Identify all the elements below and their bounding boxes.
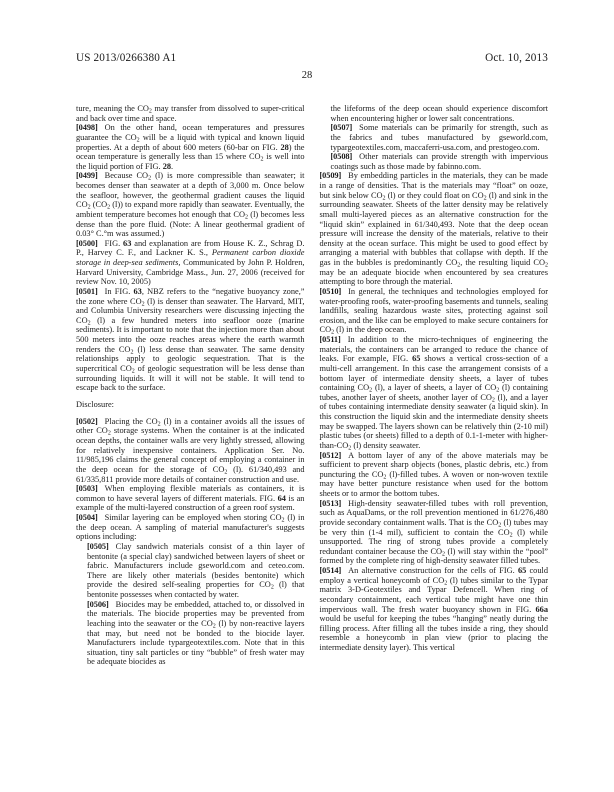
paragraph-number: [0509] [319, 171, 342, 181]
paragraph-0506 [87, 600, 305, 667]
paragraph-0499 [76, 171, 305, 238]
paragraph-number: [0514] [319, 566, 342, 575]
paragraph-number: [0507] [330, 123, 353, 133]
paragraph-number: [0513] [319, 498, 342, 508]
paragraph-number: [0504] [76, 513, 98, 522]
paragraph-text: Because $CO_2$ (l) is more compressible than seawater; it becomes denser than seawater at a depth of 3,000 m. Once below the seafloor, however, the geothermal gradient causes the liquid $CO_2$ ($CO_2$ (l)) to expand more rapidly than seawater. Eventually, the ambient temperature becomes hot enough that $CO_2$ (l) becomes less dense than the pore fluid. (Note: A linear geothermal gradient of 0.03° C.°m was assumed.) [76, 171, 305, 239]
paragraph-number: [0503] [76, 484, 98, 494]
paragraph-0503 [76, 484, 305, 513]
publication-date: Oct. 10, 2013 [485, 52, 548, 64]
paragraph-text: Biocides may be embedded, attached to, or dissolved in the materials. The biocide properties may be prevented from leaching into the seawater or the $CO_2$ (l) by non-reactive layers that may, but need not be bonded to the biocide layer. Manufacturers include typargeotextiles.com. Note that in this situation, tiny salt particles or tiny “bubble” of fresh water may be adequate biocides as [87, 599, 305, 667]
paragraph-text: On the other hand, ocean temperatures and pressures guarantee the $CO_2$ will be a liquid with typical and known liquid properties. At a depth of about 600 meters (60-bar on FIG. 28) the ocean temperature is generally less than 15 where $CO_2$ is well into the liquid portion of FIG. 28. [76, 123, 305, 171]
running-head [76, 52, 548, 64]
paragraph-0511 [320, 335, 549, 451]
paragraph-0507 [331, 123, 549, 152]
paragraph-text: A bottom layer of any of the above materials may be sufficient to prevent sharp objects (bones, plastic debris, etc.) from puncturing the $CO_2$ (l)-filled tubes. A woven or non-woven textile may have better puncture resistance when used for the bottom sheets or to armor the bottom tubes. [319, 450, 548, 498]
carryover-paragraph [331, 104, 549, 123]
paragraph-0508 [331, 152, 549, 171]
paragraph-number: [0500] [76, 238, 98, 248]
paragraph-text: High-density seawater-filled tubes with roll prevention, such as AquaDams, or the roll prevention mentioned in 61/276,480 provide secondary containment walls. That is the $CO_2$ (l) tubes may be very thin (1-4 mil), sufficient to contain the $CO_2$ (l) while unsupported. The ring of strong tubes provide a completely redundant container because the $CO_2$ (l) will stay within the “pool” formed by the complete ring of high-density seawater filled tubes. [319, 498, 548, 566]
paragraph-text: Other materials can provide strength with impervious coatings such as those made by fabinno.com. [330, 152, 548, 171]
paragraph-number: [0508] [330, 152, 353, 162]
paragraph-text: In general, the techniques and technologies employed for water-proofing roofs, water-proofing basements and tunnels, sealing landfills, sealing hazardous waste sites, protecting against soil erosion, and the like can be employed to make secure containers for $CO_2$ (l) in the deep ocean. [319, 286, 548, 336]
body-columns [76, 104, 548, 774]
carryover-paragraph [76, 104, 305, 123]
paragraph-number: [0505] [87, 541, 109, 551]
paragraph-text: Clay sandwich materials consist of a thin layer of bentonite (a special clay) sandwiched between layers of sheet or fabric. Manufacturers include gseworld.com and ceteo.com. There are likely other materials (besides bentonite) which provide the desired self-sealing properties for $CO_2$ (l) that bentonite possesses when contacted by water. [87, 541, 305, 599]
paragraph-number: [0512] [319, 450, 342, 460]
paragraph-text: In FIG. 63, NBZ refers to the “negative buoyancy zone,” the zone where $CO_2$ (l) is denser than seawater. The Harvard, MIT, and Columbia University researchers were discussing injecting the $CO_2$ (l) a few hundred meters into seafloor ooze (marine sediments). It is important to note that the injection more than about 500 meters into the ooze reaches areas where the earth warmth renders the $CO_2$ (l) less dense than seawater. The same density relationships apply to geologic sequestration. That is the supercritical $CO_2$ of geologic sequestration will be less dense than surrounding liquids. It will it will not be stable. It will tend to escape back to the surface. [76, 286, 305, 393]
paragraph-text: In addition to the micro-techniques of engineering the materials, the containers can be arranged to reduce the chance of leaks. For example, FIG. 65 shows a vertical cross-section of a multi-cell arrangement. In this case the arrangement consists of a bottom layer of intermediate density sheets, a layer of tubes containing $CO_2$ (l), a layer of sheets, a layer of $CO_2$ (l) containing tubes, another layer of sheets, another layer of $CO_2$ (l), and a layer of tubes containing intermediate density seawater (a liquid skin). In this construction the liquid skin and the intermediate density sheets may be swapped. The layers shown can be relatively thin (2-10 mil) plastic tubes (or sheets) filled to a depth of 0.1-1-meter with higher-$than-CO_2$ (l) density seawater. [319, 335, 548, 452]
paragraph-0513 [320, 499, 549, 566]
carryover-text: the lifeforms of the deep ocean should experience discomfort when encountering higher or lower salt concentrations. [330, 104, 548, 123]
paragraph-0500 [76, 239, 305, 287]
paragraph-number: [0501] [76, 286, 98, 296]
paragraph-0514 [320, 566, 549, 653]
paragraph-text: Placing the $CO_2$ (l) in a container avoids all the issues of other $CO_2$ storage systems. When the container is at the indicated ocean depths, the container walls are very lightly stressed, allowing for relatively inexpensive containers. Application Ser. No. 11/985,196 claims the general concept of employing a container in the deep ocean for the storage of $CO_2$ (l). 61/340,493 and 61/335,811 provide more details of container construction and use. [76, 416, 305, 484]
paragraph-text: Similar layering can be employed when storing $CO_2$ (l) in the deep ocean. A sampling of material manufacturer's suggests options including: [76, 513, 305, 542]
paragraph-number: [0499] [76, 171, 98, 181]
paragraph-0498 [76, 123, 305, 171]
carryover-text: ture, meaning the $CO_2$ may transfer from dissolved to super-critical and back over time and space. [76, 104, 305, 123]
publication-number: US 2013/0266380 A1 [76, 52, 177, 64]
paragraph-number: [0506] [87, 599, 109, 609]
paragraph-number: [0498] [76, 123, 98, 133]
paragraph-0504 [76, 513, 305, 542]
paragraph-0501 [76, 287, 305, 393]
paragraph-number: [0510] [319, 286, 342, 296]
paragraph-0509 [320, 171, 549, 287]
paragraph-text: By embedding particles in the materials, they can be made in a range of densities. That is the materials may “float” on ooze, but sink below $CO_2$ (l) or they could float on $CO_2$ (l) and sink in the surrounding seawater. Sheets of the latter density may be relatively small multi-layered pieces as an alternative construction for the “liquid skin” explained in 61/340,493. Note that the deep ocean pressure will increase the density of the materials, relative to their density at the ocean surface. This might be used to good effect by arranging a material with bubbles that collapse with depth. If the gas in the bubbles is predominantly $CO_2$, the resulting liquid $CO_2$ may be an adequate biocide when encountered by sea creatures attempting to bore through the material. [319, 171, 548, 287]
disclosure-heading: Disclosure: [76, 399, 115, 409]
page-number: 28 [301, 70, 313, 81]
paragraph-number: [0511] [319, 335, 341, 344]
paragraph-text: FIG. 63 and explanation are from House K. Z., Schrag D. P., Harvey C. F., and Lackner K. S., Permanent carbon dioxide storage in deep-sea sediments, Communicated by John P. Holdren, Harvard University, Cambridge Mass., Jun. 27, 2006 (received for review Nov. 10, 2005) [76, 238, 305, 287]
paragraph-0505 [87, 542, 305, 600]
paragraph-0512 [320, 451, 549, 499]
paragraph-text: When employing flexible materials as containers, it is common to have several layers of different materials. FIG. 64 is an example of the multi-layered construction of a green roof system. [76, 484, 305, 513]
paragraph-0502 [76, 417, 305, 484]
paragraph-text: An alternative construction for the cells of FIG. 65 could employ a vertical honeycomb of $CO_2$ (l) tubes similar to the Typar matrix 3-D-Geotextiles and Typar Defencell. When ring of secondary containment, each vertical tube might have one thin impervious wall. The fresh water buoyancy shown in FIG. 66a would be useful for keeping the tubes “hanging” neatly during the filling process. After filling all the tubes inside a ring, they should resemble a honeycomb in plan view (prior to placing the intermediate density layer). This vertical [319, 566, 548, 652]
paragraph-0510 [320, 287, 549, 335]
column-right [320, 104, 549, 774]
paragraph-text: Some materials can be primarily for strength, such as the fabrics and tubes manufactured by gseworld.com, typargeotextiles.com, maccaferri-usa.com, and prestogeo.com. [330, 123, 548, 152]
column-left [76, 104, 305, 774]
paragraph-number: [0502] [76, 416, 98, 426]
